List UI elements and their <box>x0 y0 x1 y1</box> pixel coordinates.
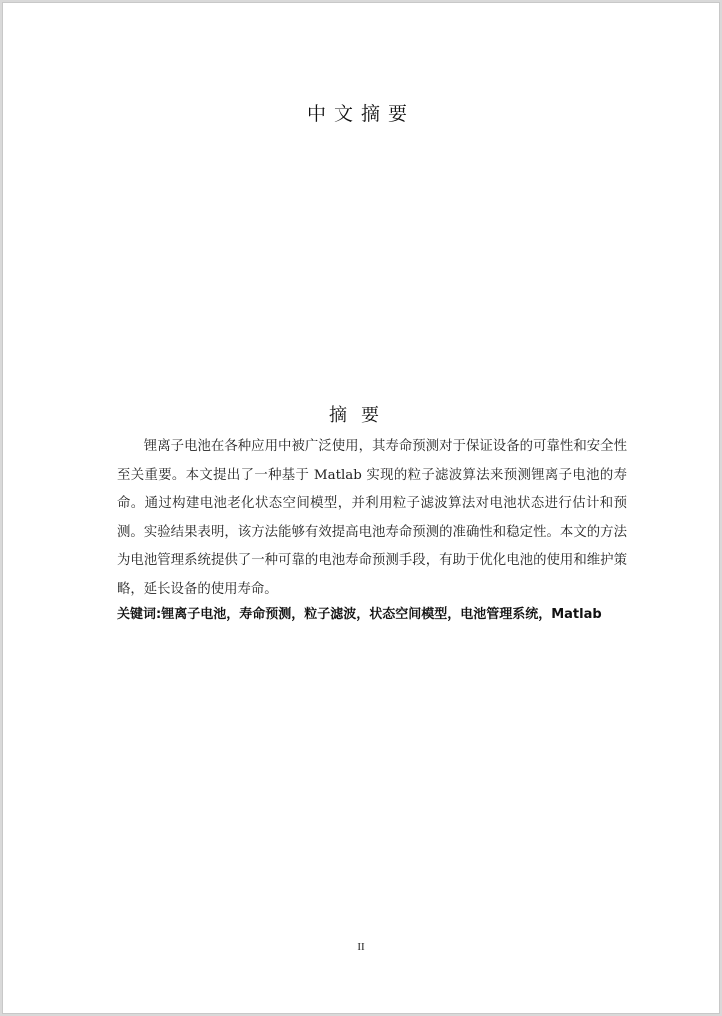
page-number: II <box>357 941 365 953</box>
keywords-label: 关键词: <box>117 607 162 622</box>
page-title: 中文摘要 <box>306 103 415 125</box>
keywords-line <box>117 603 637 622</box>
keywords-list: 锂离子电池，寿命预测，粒子滤波，状态空间模型，电池管理系统，Matlab <box>161 607 602 622</box>
section-title: 摘要 <box>329 405 393 426</box>
document-page <box>2 2 720 1014</box>
abstract-paragraph: 锂离子电池在各种应用中被广泛使用，其寿命预测对于保证设备的可靠性和安全性至关重要。本文提出了一种基于 Matlab 实现的粒子滤波算法来预测锂离子电池的寿命。通过构建电池老化状态空间模型，并利用粒子滤波算法对电池状态进行估计和预测。实验结果表明，该方法能够有效提高电池寿命预测的准确性和稳定性。本文的方法为电池管理系统提供了一种可靠的电池寿命预测手段，有助于优化电池的使用和维护策略，延长设备的使用寿命。 <box>117 439 627 597</box>
